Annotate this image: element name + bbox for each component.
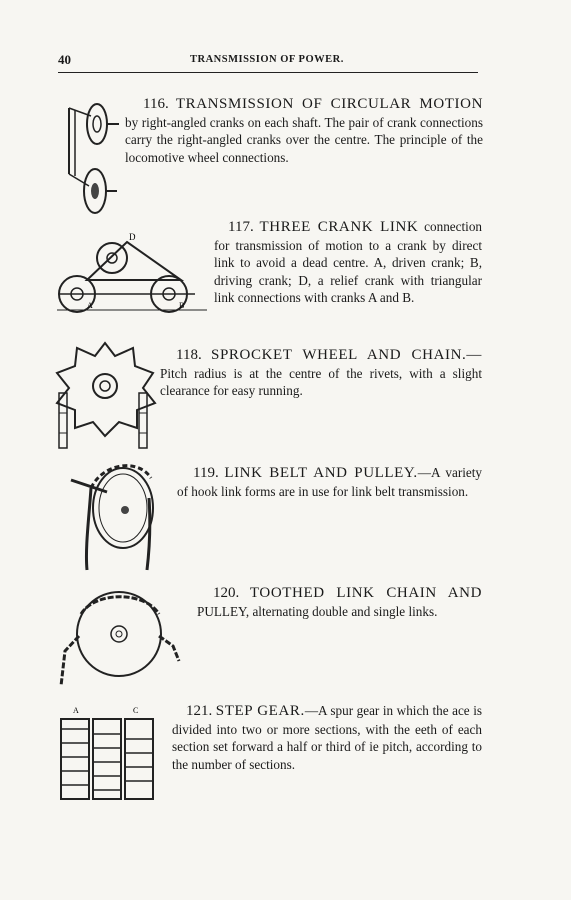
entry-118: 118. SPROCKET WHEEL AND CHAIN.— Pitch radius is at the centre of the rivets, with a slight clearance for easy running. [160,347,482,399]
label-a: A [87,301,93,310]
label-a: A [73,706,79,715]
three-crank-link-figure [57,228,207,323]
page-number: 40 [58,52,71,67]
entry-117: 117. THREE CRANK LINK connection for transmission of motion to a crank by direct link to avoid a dead centre. A, driven crank; B, driving crank; D, a relief crank with triangular link connections with cranks A and B. [214,219,483,306]
step-gear-figure [57,703,177,803]
label-b: B [179,301,185,310]
header-rule [58,72,478,73]
toothed-link-chain-figure [55,586,185,696]
entry-120: 120. TOOTHED LINK CHAIN AND PULLEY, alternating double and single links. [197,585,482,619]
entry-116: 116. TRANSMISSION OF CIRCULAR MOTION by right-angled cranks on each shaft. The pair of crank connections carry the right-angled cranks over the centre. The principle of the locomotive wheel connections. [125,96,484,165]
label-c: C [133,706,139,715]
label-d: D [129,232,136,242]
running-title: TRANSMISSION OF POWER. [190,54,344,65]
sprocket-wheel-figure [53,338,163,453]
entry-119: 119. LINK BELT AND PULLEY.—A variety of hook link forms are in use for link belt transmission. [177,465,483,499]
link-belt-pulley-figure [63,458,168,573]
right-angled-cranks-figure [55,96,125,221]
entry-121: 121. STEP GEAR.—A spur gear in which the ace is divided into two or more sections, with the eeth of each section set forward a half or third of ie pitch, according to the number of sections. [172,703,482,772]
